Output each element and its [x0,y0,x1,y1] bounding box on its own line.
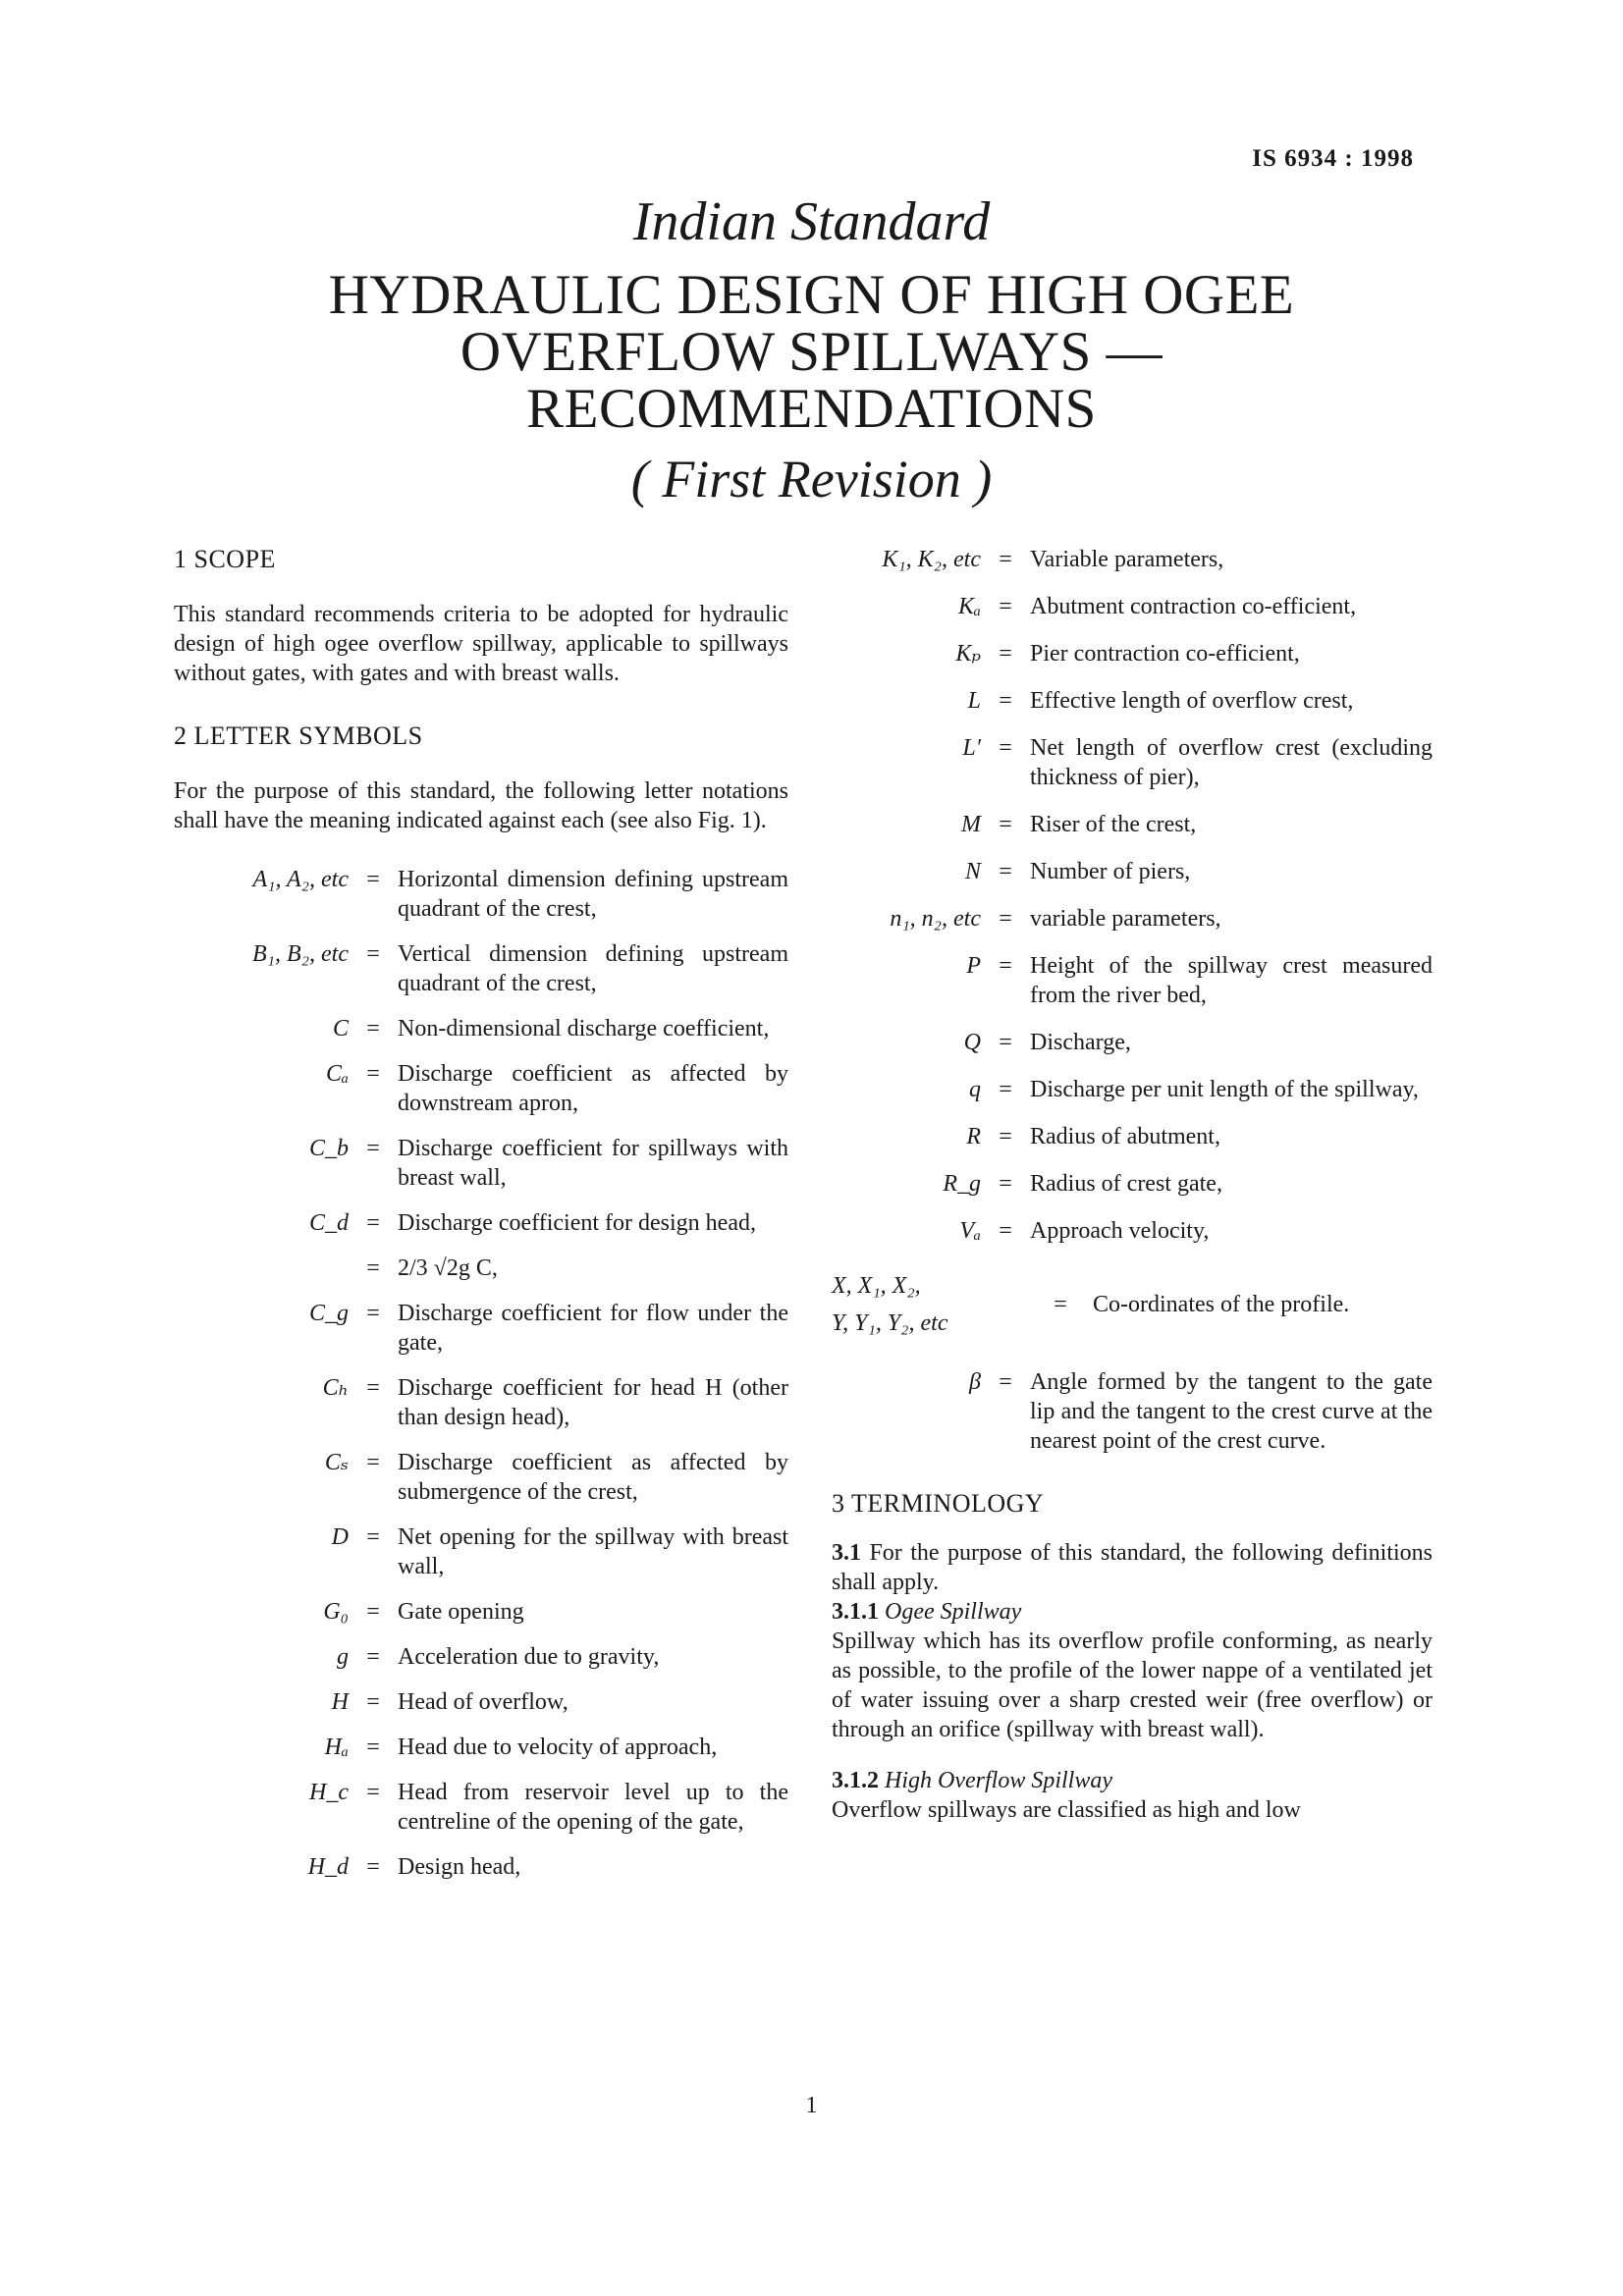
equals-sign: = [366,1689,380,1715]
definition: Number of piers, [1030,859,1191,884]
symbol-entry [174,939,788,998]
symbol: q [969,1077,981,1102]
symbol: Cₐ [325,1061,349,1087]
symbol: β [969,1369,981,1395]
definition: Angle formed by the tangent to the gate lip and the tangent to the crest curve at the nearest point of the crest curve. [1030,1369,1433,1454]
symbol-entry [174,1778,788,1837]
equals-sign: = [366,1136,380,1161]
symbol: Cₕ [322,1375,349,1401]
symbol-entry [832,1216,1433,1246]
symbol-entry [174,1134,788,1193]
equals-sign: = [999,735,1012,761]
title-line: OVERFLOW SPILLWAYS — [460,321,1163,383]
left-column [174,545,788,1897]
symbol-entry [832,1367,1433,1456]
symbol-entry [832,545,1433,574]
clause-3-1-2-text: Overflow spillways are classified as high and low [832,1797,1301,1823]
equals-sign: = [366,1450,380,1475]
equals-sign: = [366,1016,380,1041]
symbol: C_g [308,1301,349,1326]
equals-sign: = [366,1599,380,1625]
equals-sign: = [999,1077,1012,1102]
clause-3-1-1-text: Spillway which has its overflow profile conforming, as nearly as possible, to the profile of the lower nappe of a ventilated jet of water issuing over a sharp crested weir (free overflow) or through an orifice (spillway with breast wall). [832,1629,1433,1742]
title-line: HYDRAULIC DESIGN OF HIGH OGEE [328,264,1295,326]
symbol: Cₛ [324,1450,349,1475]
definition: Discharge coefficient as affected by downstream apron, [398,1061,788,1116]
symbol: n₁, n₂, etc [890,906,981,932]
symbol: B₁, B₂, etc [252,941,349,967]
equals-sign: = [999,953,1012,979]
definition: Head of overflow, [398,1689,568,1715]
equals-sign: = [999,812,1012,837]
symbol-entry [832,1028,1433,1057]
clause-text: For the purpose of this standard, the following definitions shall apply. [832,1540,1433,1595]
definition: Acceleration due to gravity, [398,1644,660,1670]
scope-heading: 1 SCOPE [174,545,276,573]
equals-sign: = [366,1061,380,1087]
symbol-entry [174,1299,788,1358]
symbol-entry [832,1122,1433,1151]
symbol: Q [963,1030,981,1055]
letter-symbols-heading: 2 LETTER SYMBOLS [174,721,423,750]
equals-sign: = [366,1524,380,1550]
definition: Height of the spillway crest measured from the river bed, [1030,953,1433,1008]
definition: Effective length of overflow crest, [1030,688,1354,714]
symbol-entry [174,1014,788,1043]
symbol-entry [174,1448,788,1507]
equals-sign: = [366,1210,380,1236]
symbol-entry [832,686,1433,716]
equals-sign: = [1054,1292,1067,1317]
symbol: D [331,1524,349,1550]
definition: Discharge coefficient for flow under the gate, [398,1301,788,1356]
definition: Head due to velocity of approach, [398,1735,718,1760]
definition: variable parameters, [1030,906,1221,932]
definition: Vertical dimension defining upstream quadrant of the crest, [398,941,788,996]
symbol-list-right [832,545,1433,1246]
symbol: L [967,688,981,714]
symbol: K₁, K₂, etc [882,547,981,572]
clause-number: 3.1 [832,1540,861,1566]
symbol-line: X, X₁, X₂, [832,1273,921,1299]
definition: Radius of abutment, [1030,1124,1220,1149]
symbol-entry [174,1254,788,1283]
definition: Discharge coefficient for spillways with breast wall, [398,1136,788,1191]
equals-sign: = [366,1644,380,1670]
equals-sign: = [366,1735,380,1760]
symbol: Kₚ [955,641,981,667]
definition: Head from reservoir level up to the centreline of the opening of the gate, [398,1780,788,1835]
definition: Radius of crest gate, [1030,1171,1222,1197]
definition: Abutment contraction co-efficient, [1030,594,1357,619]
revision-label: ( First Revision ) [630,450,993,508]
standard-number: IS 6934 : 1998 [1252,145,1414,172]
definition: Co-ordinates of the profile. [1093,1292,1350,1317]
clause-title: Ogee Spillway [885,1599,1022,1625]
symbol-entry [832,1075,1433,1104]
equals-sign: = [999,906,1012,932]
symbol: R_g [943,1171,981,1197]
equals-sign: = [999,1218,1012,1244]
equals-sign: = [366,1255,380,1281]
definition: Discharge coefficient as affected by submergence of the crest, [398,1450,788,1505]
symbol: M [961,812,981,837]
symbol: H_d [307,1854,349,1880]
symbol-entry [832,904,1433,934]
symbol-entry [174,865,788,924]
right-column [832,545,1433,1825]
symbol-entry [174,1687,788,1717]
equals-sign: = [366,867,380,892]
definition: Discharge coefficient for head H (other than design head), [398,1375,788,1430]
equals-sign: = [366,1375,380,1401]
symbol: Vₐ [959,1218,981,1244]
clause-number: 3.1.2 [832,1768,879,1793]
equals-sign: = [999,1030,1012,1055]
symbol: C_b [308,1136,349,1161]
definition: Net length of overflow crest (excluding thickness of pier), [1030,735,1433,790]
symbol-entry [832,951,1433,1010]
symbol-entry [832,639,1433,668]
symbol: A₁, A₂, etc [252,867,349,892]
definition: Pier contraction co-efficient, [1030,641,1300,667]
definition: Discharge, [1030,1030,1131,1055]
symbol-entry [832,1169,1433,1199]
symbol-entry [832,592,1433,621]
equals-sign: = [366,1301,380,1326]
document-kicker: Indian Standard [632,191,991,252]
title-line: RECOMMENDATIONS [526,378,1097,440]
definition: Non-dimensional discharge coefficient, [398,1016,770,1041]
scope-text: This standard recommends criteria to be adopted for hydraulic design of high ogee overflow spillway, applicable to spillways without gates, with gates and with breast walls. [174,602,788,686]
equals-sign: = [999,859,1012,884]
definition: Design head, [398,1854,521,1880]
equals-sign: = [999,594,1012,619]
symbol: H_c [309,1780,349,1805]
equals-sign: = [999,547,1012,572]
equals-sign: = [366,941,380,967]
document-title [0,264,1623,440]
clause-title: High Overflow Spillway [885,1768,1112,1793]
symbol-entry [174,1642,788,1672]
definition: Discharge coefficient for design head, [398,1210,756,1236]
symbol [832,1267,1028,1342]
symbol-entry [832,810,1433,839]
equals-sign: = [999,641,1012,667]
symbol: N [964,859,981,884]
definition: Net opening for the spillway with breast wall, [398,1524,788,1579]
equals-sign: = [999,1124,1012,1149]
symbol-entry [174,1522,788,1581]
symbol: P [966,953,981,979]
definition: Approach velocity, [1030,1218,1210,1244]
symbol: G₀ [323,1599,349,1625]
clause-3-1-1-title [832,1597,1433,1627]
definition: Discharge per unit length of the spillway, [1030,1077,1419,1102]
clause-3-1-2-title [832,1766,1433,1795]
definition: 2/3 √2g C, [398,1255,498,1281]
definition: Horizontal dimension defining upstream quadrant of the crest, [398,867,788,922]
definition: Gate opening [398,1599,524,1625]
symbol: g [337,1644,349,1670]
symbol: L′ [962,735,981,761]
definition: Riser of the crest, [1030,812,1197,837]
clause-3-1 [832,1538,1433,1597]
symbol-entry [174,1373,788,1432]
symbol: C_d [308,1210,349,1236]
symbol: R [966,1124,981,1149]
symbol-entry [832,733,1433,792]
symbol: Kₐ [957,594,981,619]
coordinates-entry [832,1267,1433,1342]
definition: Variable parameters, [1030,547,1224,572]
symbol-entry [174,1733,788,1762]
equals-sign: = [999,688,1012,714]
symbol-entry [174,1059,788,1118]
symbol: H [331,1689,349,1715]
symbol-entry [174,1208,788,1238]
symbol-entry [174,1597,788,1627]
equals-sign: = [366,1854,380,1880]
clause-number: 3.1.1 [832,1599,879,1625]
symbol-entry [832,857,1433,886]
letter-symbols-intro: For the purpose of this standard, the following letter notations shall have the meaning indicated against each (see also Fig. 1). [174,778,788,833]
equals-sign: = [366,1780,380,1805]
terminology-heading: 3 TERMINOLOGY [832,1489,1045,1518]
symbol-entry [174,1852,788,1882]
symbol-list-left [174,865,788,1882]
symbol-line: Y, Y₁, Y₂, etc [832,1310,948,1336]
page-number: 1 [805,2093,818,2118]
equals-sign: = [999,1369,1012,1395]
equals-sign: = [999,1171,1012,1197]
symbol: Hₐ [324,1735,349,1760]
symbol: C [332,1016,349,1041]
